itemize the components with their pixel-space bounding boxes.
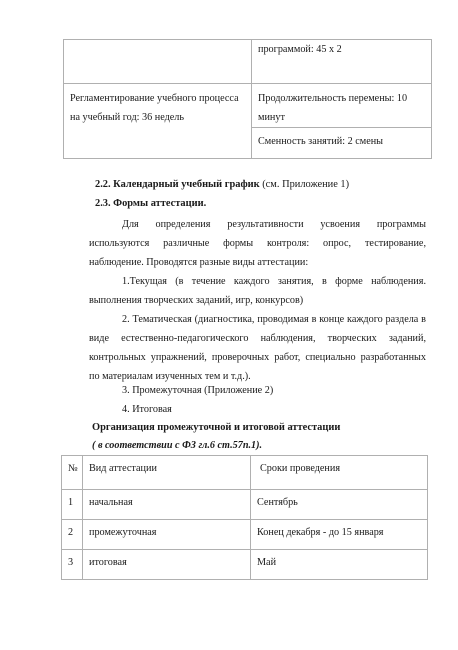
table-row (62, 520, 428, 550)
schedule-params-table (63, 39, 432, 159)
attestation-title: Организация промежуточной и итоговой аттестации (92, 422, 341, 433)
table-cell (252, 40, 432, 84)
header-text: Сроки проведения (260, 463, 341, 474)
header-cell (251, 456, 428, 490)
cell-text: Продолжительность перемены: 10 минут (258, 93, 408, 123)
table-cell (64, 84, 252, 159)
table-cell (64, 40, 252, 84)
header-cell: Вид аттестации (83, 456, 251, 490)
section-2-2 (95, 179, 349, 190)
list-item-2: 2. Тематическая (диагностика, проводимая в конце каждого раздела в виде естественно-педагогического наблюдения, творческих заданий, контрольных упражнений, проверочных работ, специально разработанных по материалам изученных тем и т.д.). (89, 314, 426, 382)
table-header-row (62, 456, 428, 490)
table-cell: 3 (62, 550, 83, 580)
attestation-subtitle: ( в соответствии с ФЗ гл.6 ст.57п.1). (92, 440, 263, 451)
list-item-4: 4. Итоговая (122, 404, 172, 415)
table-cell: Сентябрь (251, 490, 428, 520)
table-cell: 1 (62, 490, 83, 520)
cell-text: Сменность занятий: 2 смены (258, 136, 384, 147)
attestation-table (61, 455, 428, 580)
list-item-3: 3. Промежуточная (Приложение 2) (122, 385, 274, 396)
table-cell: 2 (62, 520, 83, 550)
table-cell (252, 128, 432, 159)
table-row (62, 490, 428, 520)
list-item-1: 1.Текущая (в течение каждого занятия, в форме наблюдения. выполнения творческих заданий, игр, конкурсов) (89, 276, 426, 306)
section-note: (см. Приложение 1) (259, 179, 350, 190)
table-cell: промежуточная (83, 520, 251, 550)
table-row (64, 40, 432, 84)
table-row (64, 84, 432, 128)
table-cell (252, 84, 432, 128)
cell-text: программой: 45 х 2 (258, 44, 342, 55)
table-cell: итоговая (83, 550, 251, 580)
header-cell: № (62, 456, 83, 490)
table-cell: Конец декабря - до 15 января (251, 520, 428, 550)
intro-paragraph: Для определения результативности усвоения программы используются различные формы контроля: опрос, тестирование, наблюдение. Проводятся разные виды аттестации: (89, 219, 426, 268)
section-2-3 (95, 198, 206, 209)
table-cell: начальная (83, 490, 251, 520)
table-row (62, 550, 428, 580)
section-heading: 2.2. Календарный учебный график (95, 179, 260, 190)
table-cell: Май (251, 550, 428, 580)
cell-text: Регламентирование учебного процесса на учебный год: 36 недель (70, 93, 239, 123)
section-heading: 2.3. Формы аттестации. (95, 198, 207, 209)
